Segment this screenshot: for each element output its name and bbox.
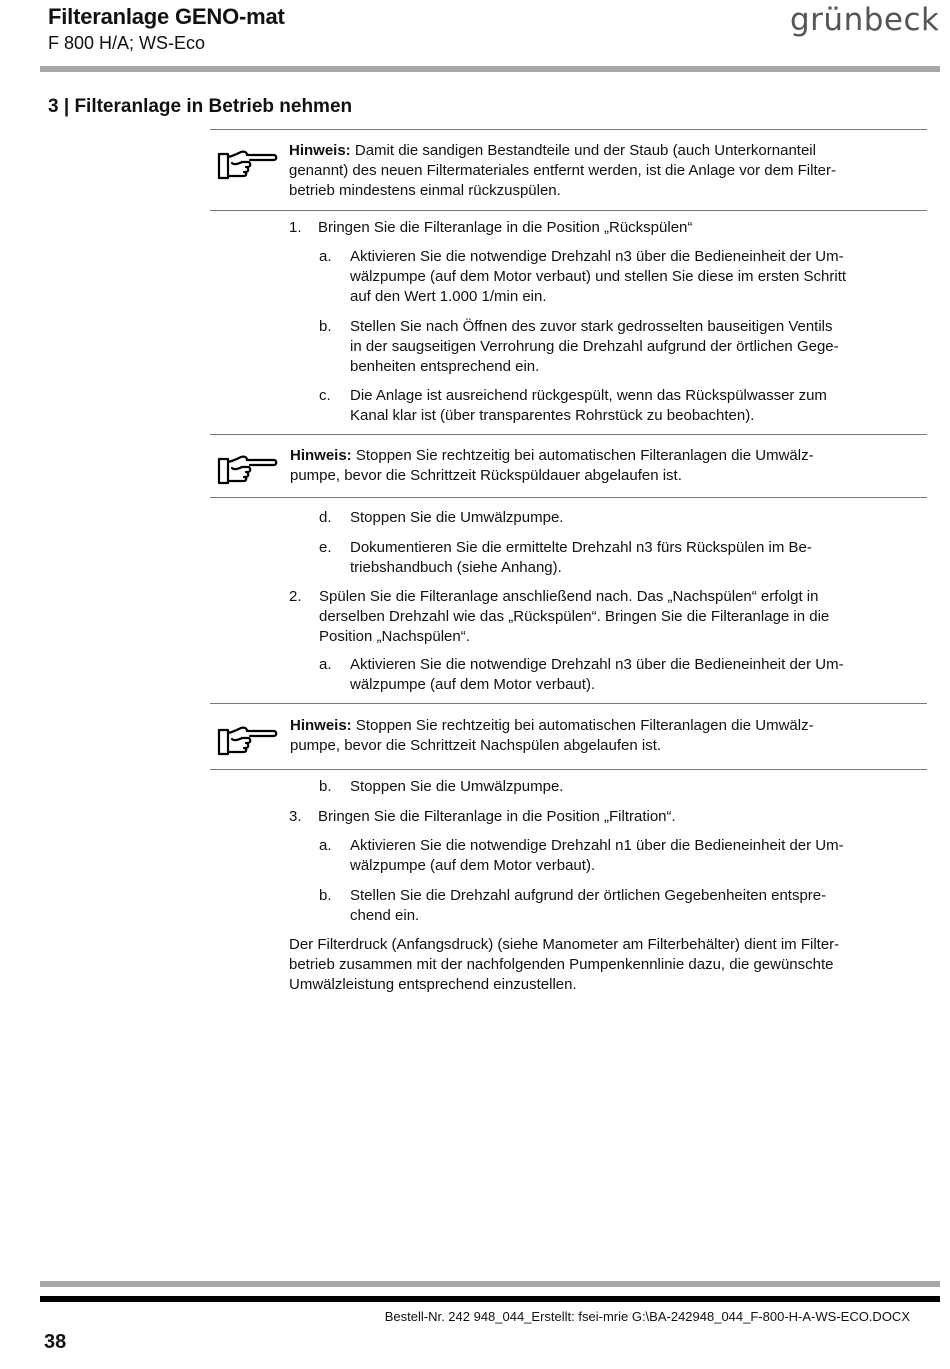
footer-divider — [40, 1281, 940, 1287]
footer-divider-dark — [40, 1296, 940, 1302]
substep-text: Stellen Sie nach Öffnen des zuvor stark gedrosselten bauseitigen Ventils in der saugseitigen Verrohrung die Drehzahl aufgrund der örtlichen Gege- benheiten entsprechend ein. — [350, 318, 839, 375]
pointing-hand-icon — [216, 453, 278, 487]
note-box — [210, 703, 927, 770]
note-text: Hinweis: Stoppen Sie rechtzeitig bei automatischen Filteranlagen die Umwälz- pumpe, bevor die Schrittzeit Nachspülen abgelaufen ist. — [290, 717, 814, 754]
header-divider — [40, 66, 940, 72]
pointing-hand-icon — [216, 148, 278, 182]
step-number: 1. — [289, 219, 302, 236]
note-box — [210, 434, 927, 498]
substep-text: Stoppen Sie die Umwälzpumpe. — [350, 778, 564, 795]
document-subtitle: F 800 H/A; WS-Eco — [48, 33, 206, 53]
closing-paragraph: Der Filterdruck (Anfangsdruck) (siehe Manometer am Filterbehälter) dient im Filter- betrieb zusammen mit der nachfolgenden Pumpenkennlinie dazu, die gewünschte Umwälzleistung entsprechend einzustellen. — [289, 936, 840, 993]
step-text: Spülen Sie die Filteranlage anschließend nach. Das „Nachspülen“ erfolgt in derselben Drehzahl wie das „Rückspülen“. Bringen Sie die Filteranlage in die Position „Nachspülen“. — [319, 588, 830, 645]
note-label: Hinweis: — [290, 717, 352, 734]
document-title: Filteranlage GENO-mat — [48, 4, 285, 29]
substep-text: Die Anlage ist ausreichend rückgespült, wenn das Rückspülwasser zum Kanal klar ist (über transparentes Rohrstück zu beobachten). — [350, 387, 827, 424]
note-text: Hinweis: Damit die sandigen Bestandteile und der Staub (auch Unterkornanteil genannt) des neuen Filtermateriales entfernt werden, ist die Anlage vor dem Filter- betrieb mindestens einmal rückzuspülen. — [289, 142, 836, 199]
substep-letter: b. — [319, 318, 332, 335]
substep-letter: b. — [319, 778, 332, 795]
step-text: Bringen Sie die Filteranlage in die Position „Rückspülen“ — [318, 219, 693, 236]
note-text: Hinweis: Stoppen Sie rechtzeitig bei automatischen Filteranlagen die Umwälz- pumpe, bevor die Schrittzeit Rückspüldauer abgelaufen ist. — [290, 447, 814, 484]
step-number: 2. — [289, 588, 302, 605]
step-number: 3. — [289, 808, 302, 825]
footer-order-info: Bestell-Nr. 242 948_044_Erstellt: fsei-mrie G:\BA-242948_044_F-800-H-A-WS-ECO.DOCX — [384, 1309, 910, 1324]
note-label: Hinweis: — [289, 142, 351, 159]
substep-letter: e. — [319, 539, 332, 556]
substep-letter: c. — [319, 387, 331, 404]
note-box — [210, 129, 927, 211]
substep-text: Dokumentieren Sie die ermittelte Drehzahl n3 fürs Rückspülen im Be- triebshandbuch (siehe Anhang). — [350, 539, 812, 576]
note-label: Hinweis: — [290, 447, 352, 464]
substep-text: Stellen Sie die Drehzahl aufgrund der örtlichen Gegebenheiten entspre- chend ein. — [350, 887, 827, 924]
pointing-hand-icon — [216, 724, 278, 758]
page-number: 38 — [44, 1331, 67, 1353]
substep-letter: d. — [319, 509, 332, 526]
substep-text: Aktivieren Sie die notwendige Drehzahl n3 über die Bedieneinheit der Um- wälzpumpe (auf dem Motor verbaut). — [350, 656, 844, 693]
substep-letter: b. — [319, 887, 332, 904]
section-heading: 3 | Filteranlage in Betrieb nehmen — [48, 96, 353, 117]
step-text: Bringen Sie die Filteranlage in die Position „Filtration“. — [318, 808, 676, 825]
substep-letter: a. — [319, 837, 332, 854]
substep-text: Aktivieren Sie die notwendige Drehzahl n1 über die Bedieneinheit der Um- wälzpumpe (auf dem Motor verbaut). — [350, 837, 844, 874]
substep-letter: a. — [319, 248, 332, 265]
brand-logo: grünbeck — [790, 2, 940, 38]
substep-text: Aktivieren Sie die notwendige Drehzahl n3 über die Bedieneinheit der Um- wälzpumpe (auf dem Motor verbaut) und stellen Sie diese im ersten Schritt auf den Wert 1.000 1/min ein. — [350, 248, 847, 305]
substep-letter: a. — [319, 656, 332, 673]
substep-text: Stoppen Sie die Umwälzpumpe. — [350, 509, 564, 526]
